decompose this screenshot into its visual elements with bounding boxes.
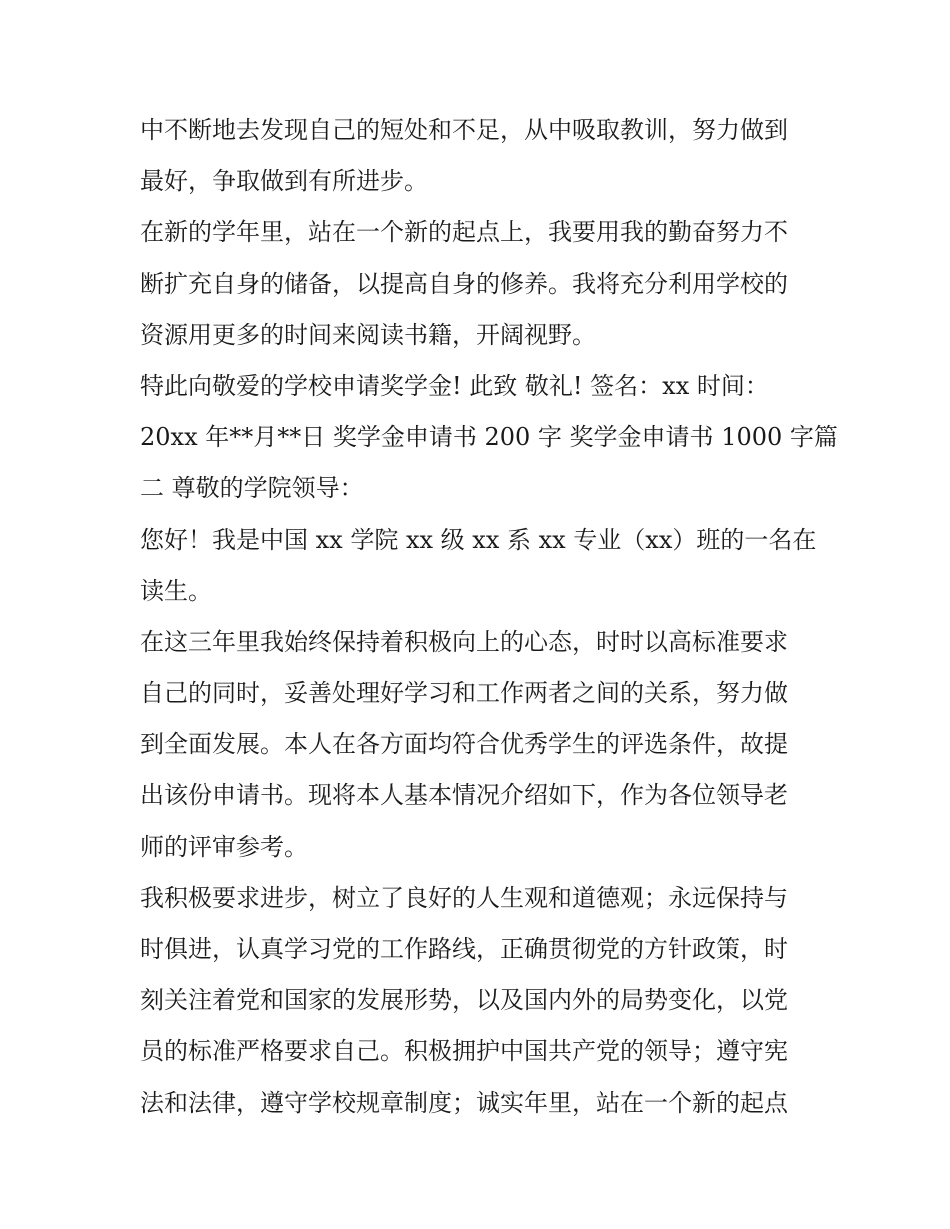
text-line: 在这三年里我始终保持着积极向上的心态，时时以高标准要求 xyxy=(140,627,788,656)
text-line: 出该份申请书。现将本人基本情况介绍如下，作为各位领导老 xyxy=(140,781,788,810)
document-body xyxy=(140,105,838,1129)
text-line: 时俱进，认真学习党的工作路线，正确贯彻党的方针政策，时 xyxy=(140,935,788,963)
text-line: 法和法律，遵守学校规章制度；诚实年里，站在一个新的起点 xyxy=(140,1088,788,1117)
text-line: 在新的学年里，站在一个新的起点上，我要用我的勤奋努力不 xyxy=(140,218,788,247)
text-line: 二 尊敬的学院领导： xyxy=(140,474,364,503)
text-line: 断扩充自身的储备，以提高自身的修养。我将充分利用学校的 xyxy=(140,269,788,298)
text-line: 刻关注着党和国家的发展形势，以及国内外的局势变化，以党 xyxy=(140,986,788,1015)
text-line: 20xx 年**月**日 奖学金申请书 200 字 奖学金申请书 1000 字篇 xyxy=(140,423,838,452)
text-line: 您好！我是中国 xx 学院 xx 级 xx 系 xx 专业（xx）班的一名在 xyxy=(140,525,817,554)
paragraph-6 xyxy=(140,873,820,1129)
paragraph-1 xyxy=(140,105,820,207)
text-line: 读生。 xyxy=(140,576,212,605)
paragraph-5 xyxy=(140,617,820,873)
text-line: 师的评审参考。 xyxy=(140,832,308,861)
text-line: 我积极要求进步，树立了良好的人生观和道德观；永远保持与 xyxy=(140,883,788,912)
paragraph-3 xyxy=(140,361,838,515)
text-line: 自己的同时，妥善处理好学习和工作两者之间的关系，努力做 xyxy=(140,679,788,708)
paragraph-2 xyxy=(140,207,820,361)
text-line: 最好，争取做到有所进步。 xyxy=(140,167,428,196)
text-line: 到全面发展。本人在各方面均符合优秀学生的评选条件，故提 xyxy=(140,730,788,759)
paragraph-4 xyxy=(140,515,820,617)
text-line: 员的标准严格要求自己。积极拥护中国共产党的领导；遵守宪 xyxy=(140,1037,788,1066)
text-line: 资源用更多的时间来阅读书籍，开阔视野。 xyxy=(140,320,596,349)
text-line: 中不断地去发现自己的短处和不足，从中吸取教训，努力做到 xyxy=(140,116,788,144)
text-line: 特此向敬爱的学校申请奖学金! 此致 敬礼! 签名：xx 时间： xyxy=(140,371,769,400)
